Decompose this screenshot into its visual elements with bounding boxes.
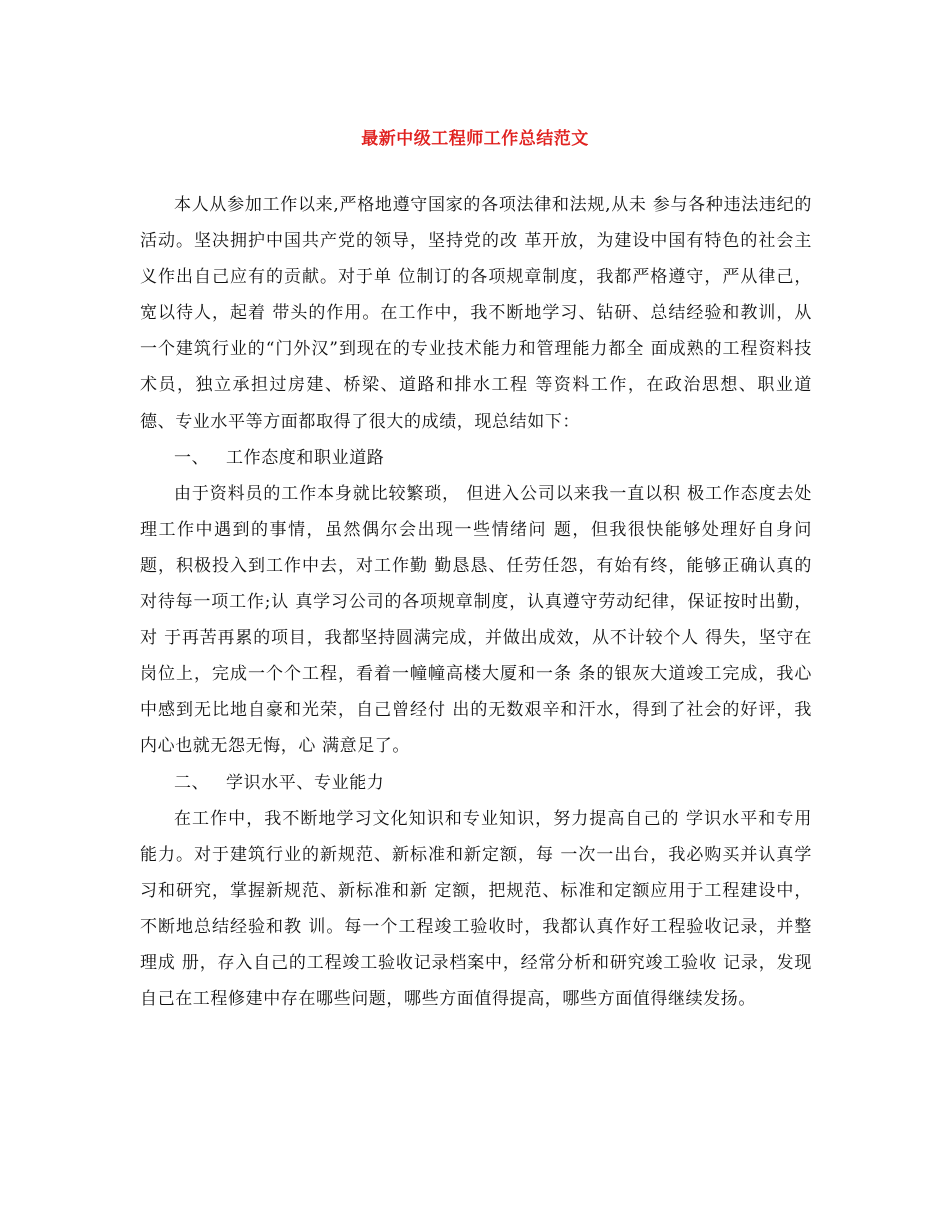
intro-paragraph: 本人从参加工作以来,严格地遵守国家的各项法律和法规,从未 参与各种违法违纪的活动。坚决拥护中国共产党的领导，坚持党的改 革开放，为建设中国有特色的社会主义作出自己应有的贡献。对于单 位制订的各项规章制度，我都严格遵守，严从律己，宽以待人，起着 带头的作用。在工作中，我不断地学习、钻研、总结经验和教训，从 一个建筑行业的“门外汉”到现在的专业技术能力和管理能力都全 面成熟的工程资料技术员，独立承担过房建、桥梁、道路和排水工程 等资料工作，在政治思想、职业道德、专业水平等方面都取得了很大的成绩，现总结如下： (140, 195, 812, 432)
section-2-paragraph: 在工作中，我不断地学习文化知识和专业知识，努力提高自己的 学识水平和专用能力。对于建筑行业的新规范、新标准和新定额，每 一次一出台，我必购买并认真学习和研究，掌握新规范、新标准和新 定额，把规范、标准和定额应用于工程建设中，不断地总结经验和教 训。每一个工程竣工验收时，我都认真作好工程验收记录，并整理成 册，存入自己的工程竣工验收记录档案中，经常分析和研究竣工验收 记录，发现自己在工程修建中存在哪些问题，哪些方面值得提高，哪些方面值得继续发扬。 (140, 808, 812, 1010)
section-1-number: 一、 (174, 447, 210, 468)
section-1-paragraph: 由于资料员的工作本身就比较繁琐， 但进入公司以来我一直以积 极工作态度去处理工作中遇到的事情，虽然偶尔会出现一些情绪问 题，但我很快能够处理好自身问题，积极投入到工作中去，对工作勤 勤恳恳、任劳任怨，有始有终，能够正确认真的对待每一项工作;认 真学习公司的各项规章制度，认真遵守劳动纪律，保证按时出勤，对 于再苦再累的项目，我都坚持圆满完成，并做出成效，从不计较个人 得失，坚守在岗位上，完成一个个工程，看着一幢幢高楼大厦和一条 条的银灰大道竣工完成，我心中感到无比地自豪和光荣，自己曾经付 出的无数艰辛和汗水，得到了社会的好评，我内心也就无怨无悔，心 满意足了。 (140, 483, 812, 757)
section-2-heading-text: 学识水平、专业能力 (226, 772, 385, 793)
section-1-heading-text: 工作态度和职业道路 (226, 447, 385, 468)
section-1-heading (140, 440, 812, 476)
section-2-number: 二、 (174, 772, 210, 793)
document-title: 最新中级工程师工作总结范文 (361, 129, 589, 149)
document-body (140, 187, 812, 1017)
section-2-heading (140, 765, 812, 801)
